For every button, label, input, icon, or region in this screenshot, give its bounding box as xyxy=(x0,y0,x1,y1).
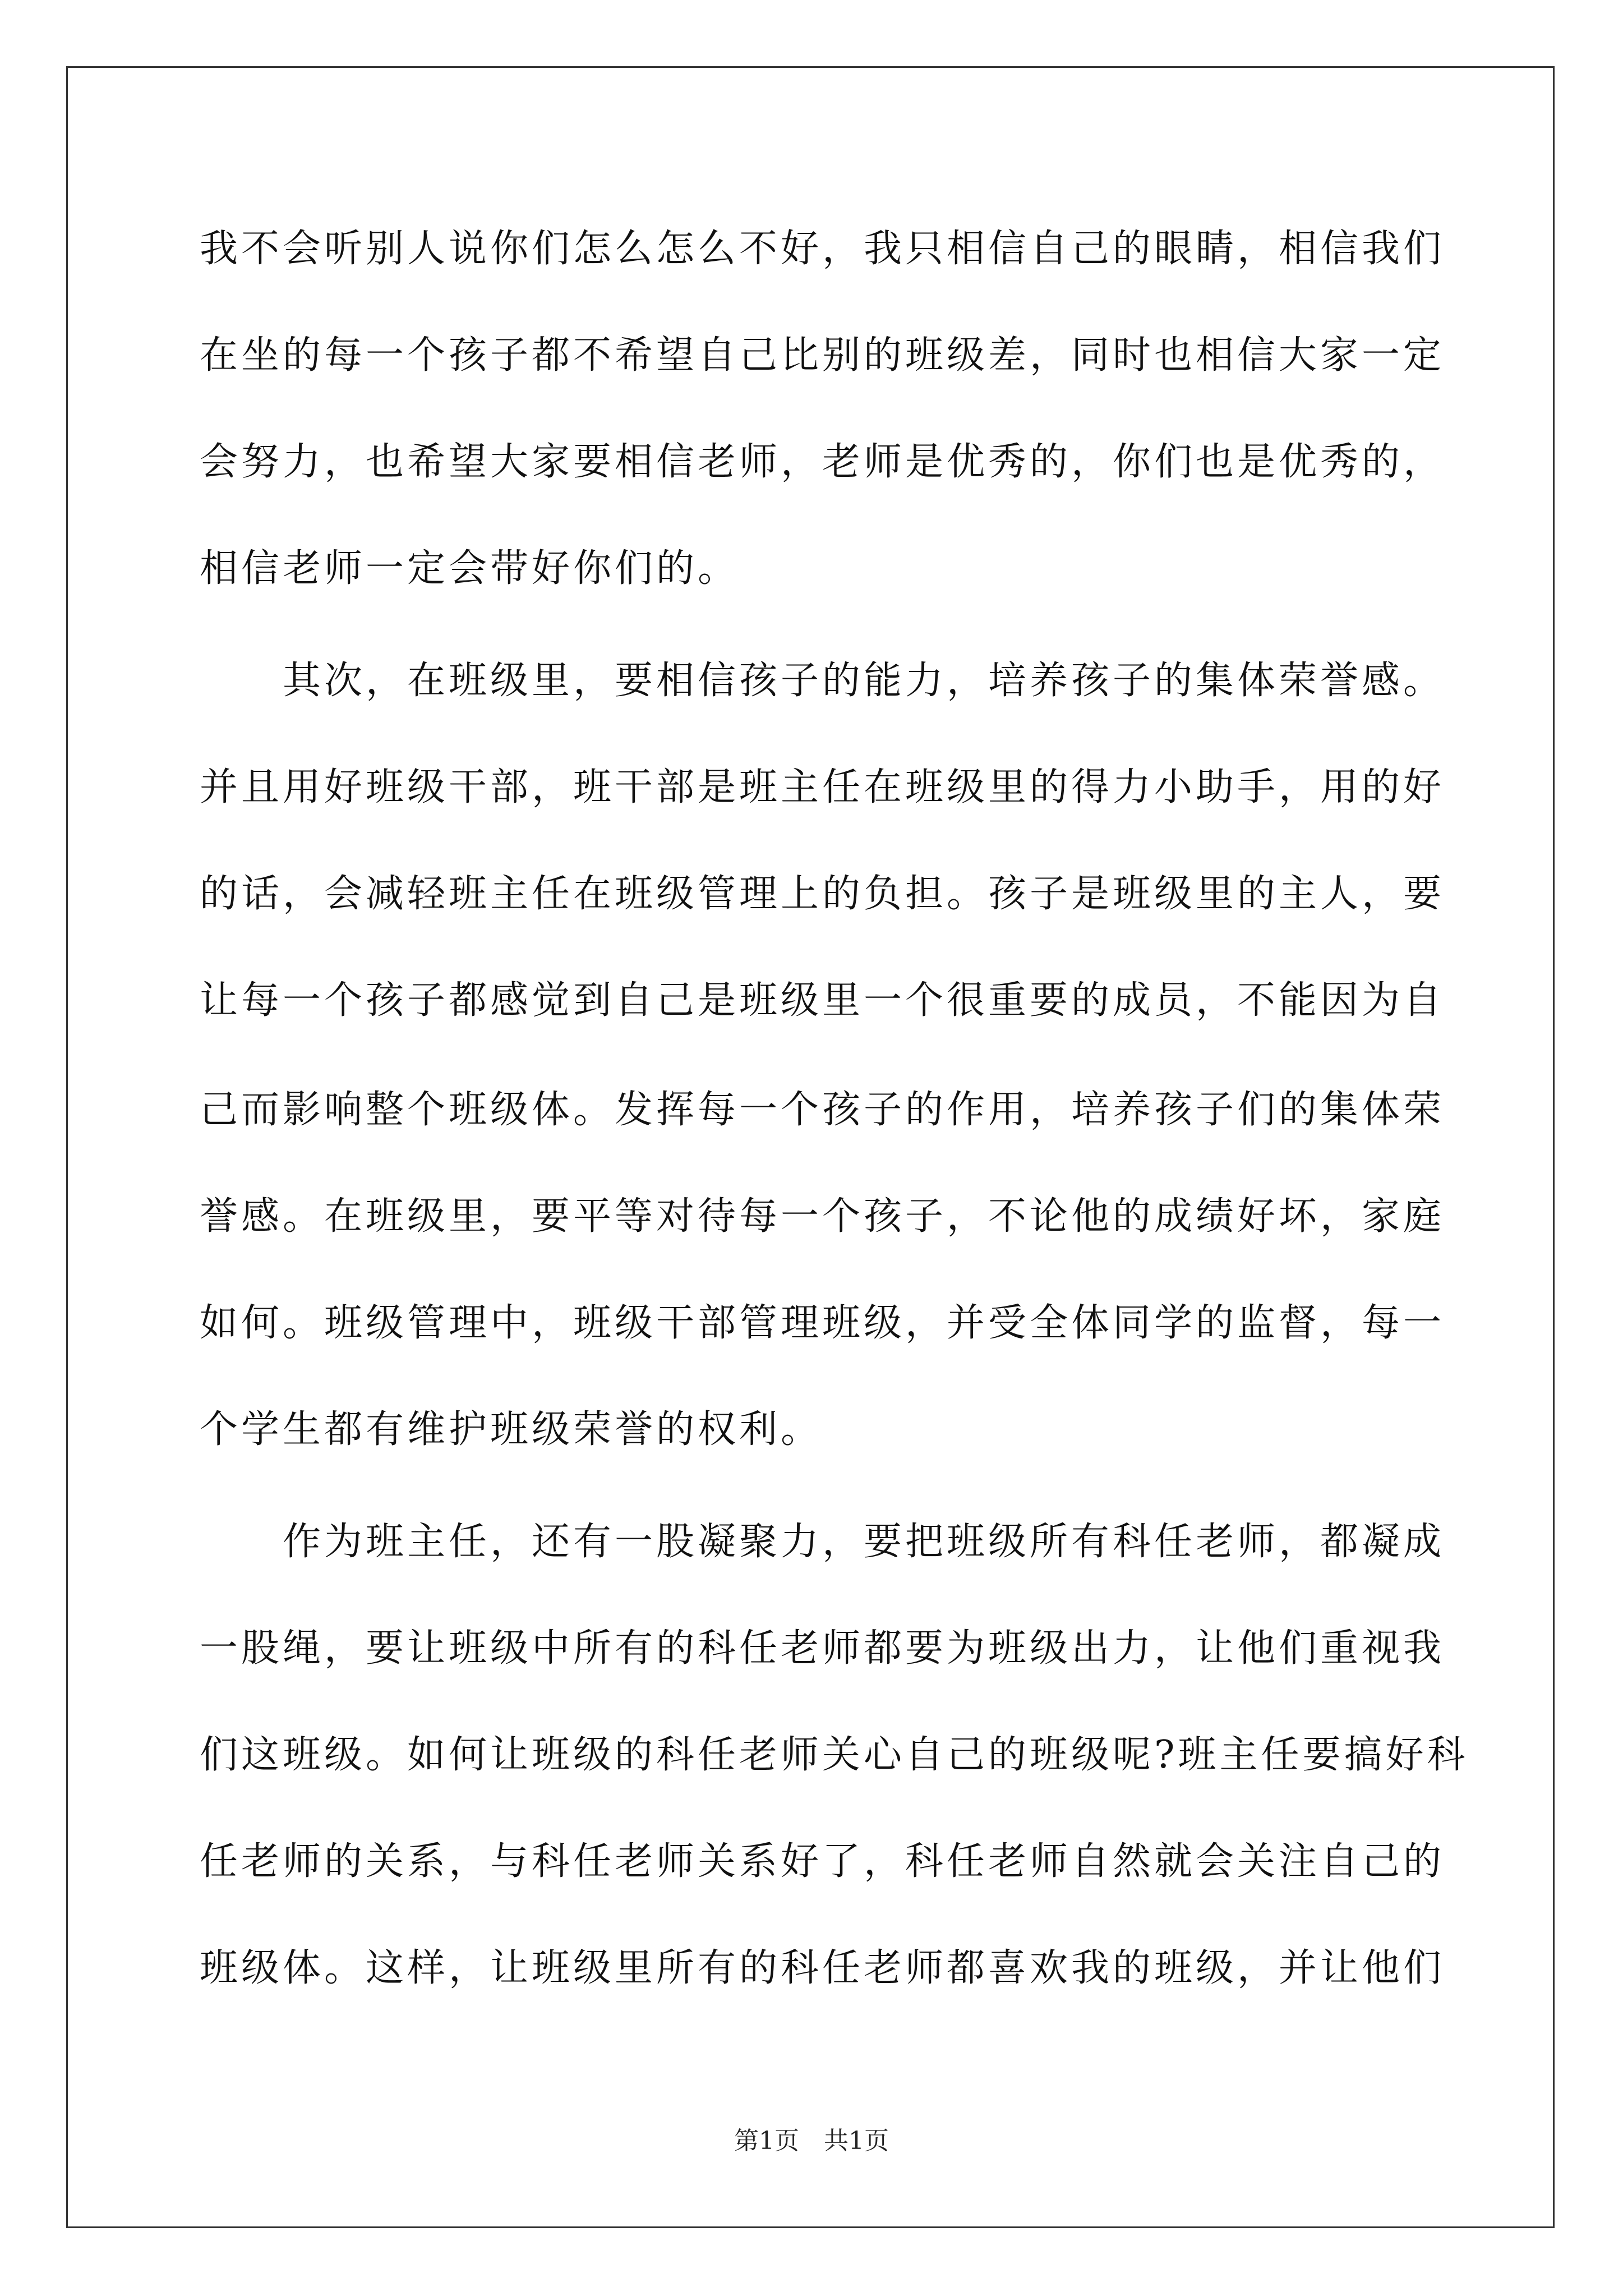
text-line: 个学生都有维护班级荣誉的权利。 xyxy=(200,1407,823,1452)
text-line: 我不会听别人说你们怎么怎么不好，我只相信自己的眼睛，相信我们 xyxy=(200,227,1445,271)
text-line: 一股绳，要让班级中所有的科任老师都要为班级出力，让他们重视我 xyxy=(200,1626,1445,1671)
text-line: 班级体。这样，让班级里所有的科任老师都喜欢我的班级，并让他们 xyxy=(200,1946,1445,1990)
text-line: 相信老师一定会带好你们的。 xyxy=(200,546,740,591)
text-line: 们这班级。如何让班级的科任老师关心自己的班级呢?班主任要搞好科 xyxy=(200,1733,1469,1777)
text-line: 其次，在班级里，要相信孩子的能力，培养孩子的集体荣誉感。 xyxy=(200,659,1445,703)
text-line: 作为班主任，还有一股凝聚力，要把班级所有科任老师，都凝成 xyxy=(200,1520,1445,1564)
text-line: 在坐的每一个孩子都不希望自己比别的班级差，同时也相信大家一定 xyxy=(200,333,1445,378)
text-line: 并且用好班级干部，班干部是班主任在班级里的得力小助手，用的好 xyxy=(200,765,1445,809)
text-line: 誉感。在班级里，要平等对待每一个孩子，不论他的成绩好坏，家庭 xyxy=(200,1194,1445,1239)
text-line: 让每一个孩子都感觉到自己是班级里一个很重要的成员，不能因为自 xyxy=(200,978,1445,1023)
text-line: 如何。班级管理中，班级干部管理班级，并受全体同学的监督，每一 xyxy=(200,1301,1445,1345)
page-number-footer: 第1页 共1页 xyxy=(734,2127,889,2155)
page-border xyxy=(66,66,1555,2228)
text-line: 的话，会减轻班主任在班级管理上的负担。孩子是班级里的主人，要 xyxy=(200,872,1445,916)
text-line: 任老师的关系，与科任老师关系好了，科任老师自然就会关注自己的 xyxy=(200,1839,1445,1884)
text-line: 己而影响整个班级体。发挥每一个孩子的作用，培养孩子们的集体荣 xyxy=(200,1088,1445,1132)
text-line: 会努力，也希望大家要相信老师，老师是优秀的，你们也是优秀的， xyxy=(200,440,1445,484)
